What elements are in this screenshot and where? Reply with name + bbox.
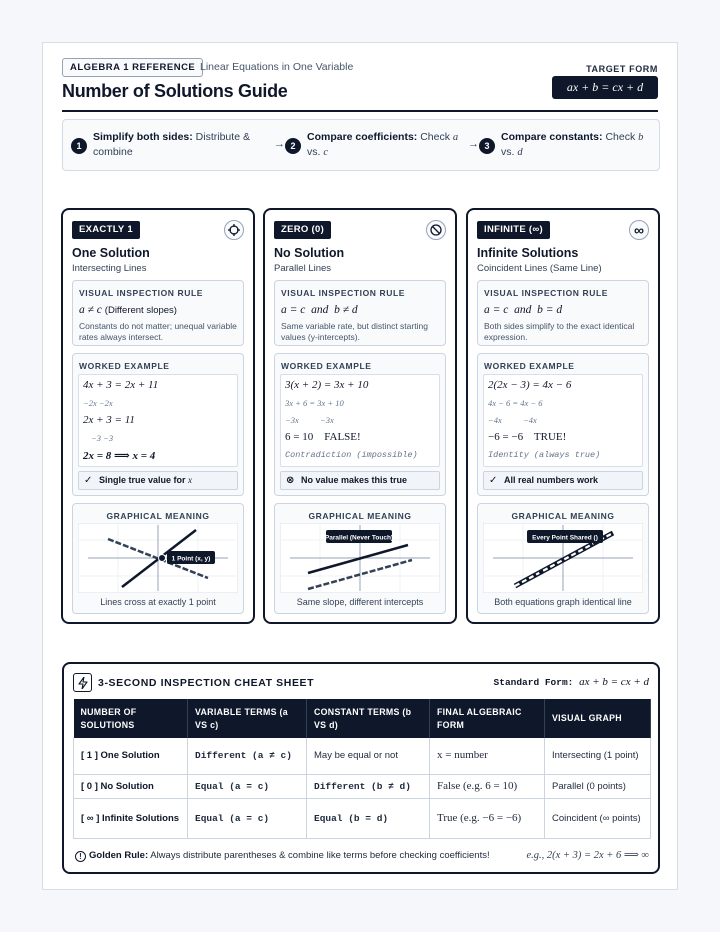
standard-form-formula: ax + b = cx + d [579,676,649,688]
x-circle-icon: ⊗ [286,475,295,486]
step-text: vs. [307,146,324,158]
column-header: VISUAL GRAPH [545,699,651,738]
rule-note: (Different slopes) [104,305,177,316]
step-variable: d [517,147,523,158]
no-symbol-icon [426,220,446,240]
card-badge: ZERO (0) [274,221,331,239]
table-cell: Coincident (∞ points) [545,798,651,838]
step-3 [479,130,671,160]
result-chip [483,471,643,490]
inspection-rule [274,280,446,346]
card-subtitle: Parallel Lines [274,263,332,274]
table-row [74,798,651,838]
column-header: FINAL ALGEBRAIC FORM [430,699,545,738]
standard-form-label: Standard Form: [493,677,574,688]
step-number: 1 [71,138,87,154]
check-icon: ✓ [84,475,93,486]
reference-tag: ALGEBRA 1 REFERENCE [62,58,203,77]
graph-tag: 1 Point (x, y) [171,555,211,563]
step-number: 3 [479,138,495,154]
equation-line: 4x + 3 = 2x + 11 [83,379,159,391]
golden-rule-example: e.g., 2(x + 3) = 2x + 6 ⟹ ∞ [526,850,649,861]
table-cell: Equal (a = c) [188,774,307,798]
table-row [74,738,651,774]
table-cell: [ 0 ] No Solution [74,774,188,798]
column-header: VARIABLE TERMS (a VS c) [188,699,307,738]
cheat-sheet-title: 3-SECOND INSPECTION CHEAT SHEET [98,677,315,689]
graph-label: GRAPHICAL MEANING [308,511,412,521]
golden-rule-label: Golden Rule: [89,850,149,861]
coincident-lines-graph [483,523,643,593]
golden-rule [75,850,490,862]
step-heading: Compare coefficients: [307,131,418,143]
result-text: Single true value for [99,475,189,485]
table-header-row [74,699,651,738]
rule-formula: a ≠ c [79,304,102,316]
table-cell: x = number [430,738,545,774]
step-2 [285,130,475,160]
example-work [280,374,440,467]
table-cell: Equal (b = d) [307,798,430,838]
step-variable: b [638,132,644,143]
crosshair-icon [224,220,244,240]
step-heading: Simplify both sides: [93,131,193,143]
equation-result: −6 = −6 TRUE! [488,431,567,443]
card-title: No Solution [274,246,345,260]
result-chip [78,471,238,490]
double-check-icon: ✓ [489,475,498,486]
table-cell: True (e.g. −6 = −6) [430,798,545,838]
graph-tag: Parallel (Never Touch) [324,534,394,542]
table-cell: Different (b ≠ d) [307,774,430,798]
table-cell: Parallel (0 points) [545,774,651,798]
step-text: Check [417,131,453,143]
equation-step: −3 −3 [91,433,114,443]
topic-subtitle: Linear Equations in One Variable [200,61,354,73]
steps-bar [62,119,660,171]
worked-example [72,353,244,496]
graph-label: GRAPHICAL MEANING [106,511,210,521]
card-badge: INFINITE (∞) [477,221,550,239]
graph-caption: Lines cross at exactly 1 point [100,597,216,607]
graphical-meaning [477,503,649,614]
graph-caption: Both equations graph identical line [494,597,632,607]
rule-description: Constants do not matter; unequal variable rates always intersect. [79,321,237,342]
table-row [74,774,651,798]
graph-tag: Every Point Shared () [532,534,598,542]
example-work [483,374,643,467]
example-label: WORKED EXAMPLE [484,361,575,371]
result-variable: x [188,475,193,485]
card-no-solution [263,208,457,624]
inspection-rule [72,280,244,346]
arrow-right-icon: → [468,138,479,150]
rule-label: VISUAL INSPECTION RULE [281,288,406,298]
result-text: No value makes this true [301,475,408,485]
equation-result: 6 = 10 FALSE! [285,431,361,443]
step-1 [71,130,253,160]
reference-sheet [42,42,678,890]
equation-step: −2x −2x [83,398,113,408]
equation-step: −3x −3x [285,415,334,425]
equation-line: 2x + 3 = 11 [83,414,135,426]
table-cell: Different (a ≠ c) [188,738,307,774]
golden-rule-text: Always distribute parentheses & combine like terms before checking coefficients! [148,850,490,861]
rule-description: Both sides simplify to the exact identical expression. [484,321,635,342]
rule-label: VISUAL INSPECTION RULE [79,288,204,298]
worked-example [274,353,446,496]
table-cell: [ ∞ ] Infinite Solutions [74,798,188,838]
alert-icon: ! [75,851,86,862]
target-form-label: TARGET FORM [586,64,658,74]
step-text: Distribute & [192,131,250,143]
header-divider [62,110,658,112]
equation-line: 3(x + 2) = 3x + 10 [285,379,369,391]
table-cell: False (e.g. 6 = 10) [430,774,545,798]
step-variable: a [452,132,459,143]
step-heading: Compare constants: [501,131,603,143]
step-text: Check [602,131,639,143]
result-chip [280,471,440,490]
card-subtitle: Intersecting Lines [72,263,147,274]
card-subtitle: Coincident Lines (Same Line) [477,263,602,274]
lightning-icon [73,673,92,692]
rule-formula: a = c and b ≠ d [281,304,358,316]
step-text: combine [93,146,133,158]
infinity-icon: ∞ [629,220,649,240]
column-header: CONSTANT TERMS (b VS d) [307,699,430,738]
rule-label: VISUAL INSPECTION RULE [484,288,609,298]
example-label: WORKED EXAMPLE [79,361,170,371]
worked-example [477,353,649,496]
step-variable: c [323,147,329,158]
parallel-lines-graph [280,523,440,593]
example-label: WORKED EXAMPLE [281,361,372,371]
equation-step: 4x − 6 = 4x − 6 [488,398,543,408]
page-title: Number of Solutions Guide [62,81,288,101]
inspection-rule [477,280,649,346]
arrow-right-icon: → [274,138,285,150]
cheat-sheet [62,662,660,874]
result-text: All real numbers work [504,475,599,485]
card-badge: EXACTLY 1 [72,221,140,239]
graph-label: GRAPHICAL MEANING [511,511,615,521]
rule-description: Same variable rate, but distinct starting values (y-intercepts). [281,321,428,342]
card-one-solution [61,208,255,624]
equation-step: −4x −4x [488,415,537,425]
graph-caption: Same slope, different intercepts [296,597,424,607]
card-title: One Solution [72,246,150,260]
table-cell: May be equal or not [307,738,430,774]
graphical-meaning [72,503,244,614]
target-form-formula: ax + b = cx + d [552,76,658,99]
equation-solution: 2x = 8 ⟹ x = 4 [83,450,156,462]
equation-note: Contradiction (impossible) [285,450,418,460]
step-number: 2 [285,138,301,154]
table-cell: Intersecting (1 point) [545,738,651,774]
equation-line: 2(2x − 3) = 4x − 6 [488,379,572,391]
column-header: NUMBER OF SOLUTIONS [74,699,188,738]
step-text: vs. [501,146,518,158]
graphical-meaning [274,503,446,614]
rule-formula: a = c and b = d [484,304,563,316]
equation-step: 3x + 6 = 3x + 10 [285,398,344,408]
table-cell: [ 1 ] One Solution [74,738,188,774]
intersecting-lines-graph [78,523,238,593]
example-work [78,374,238,467]
card-infinite-solutions [466,208,660,624]
card-title: Infinite Solutions [477,246,579,260]
equation-note: Identity (always true) [488,450,601,460]
table-cell: Equal (a = c) [188,798,307,838]
cheat-sheet-table [73,699,651,839]
